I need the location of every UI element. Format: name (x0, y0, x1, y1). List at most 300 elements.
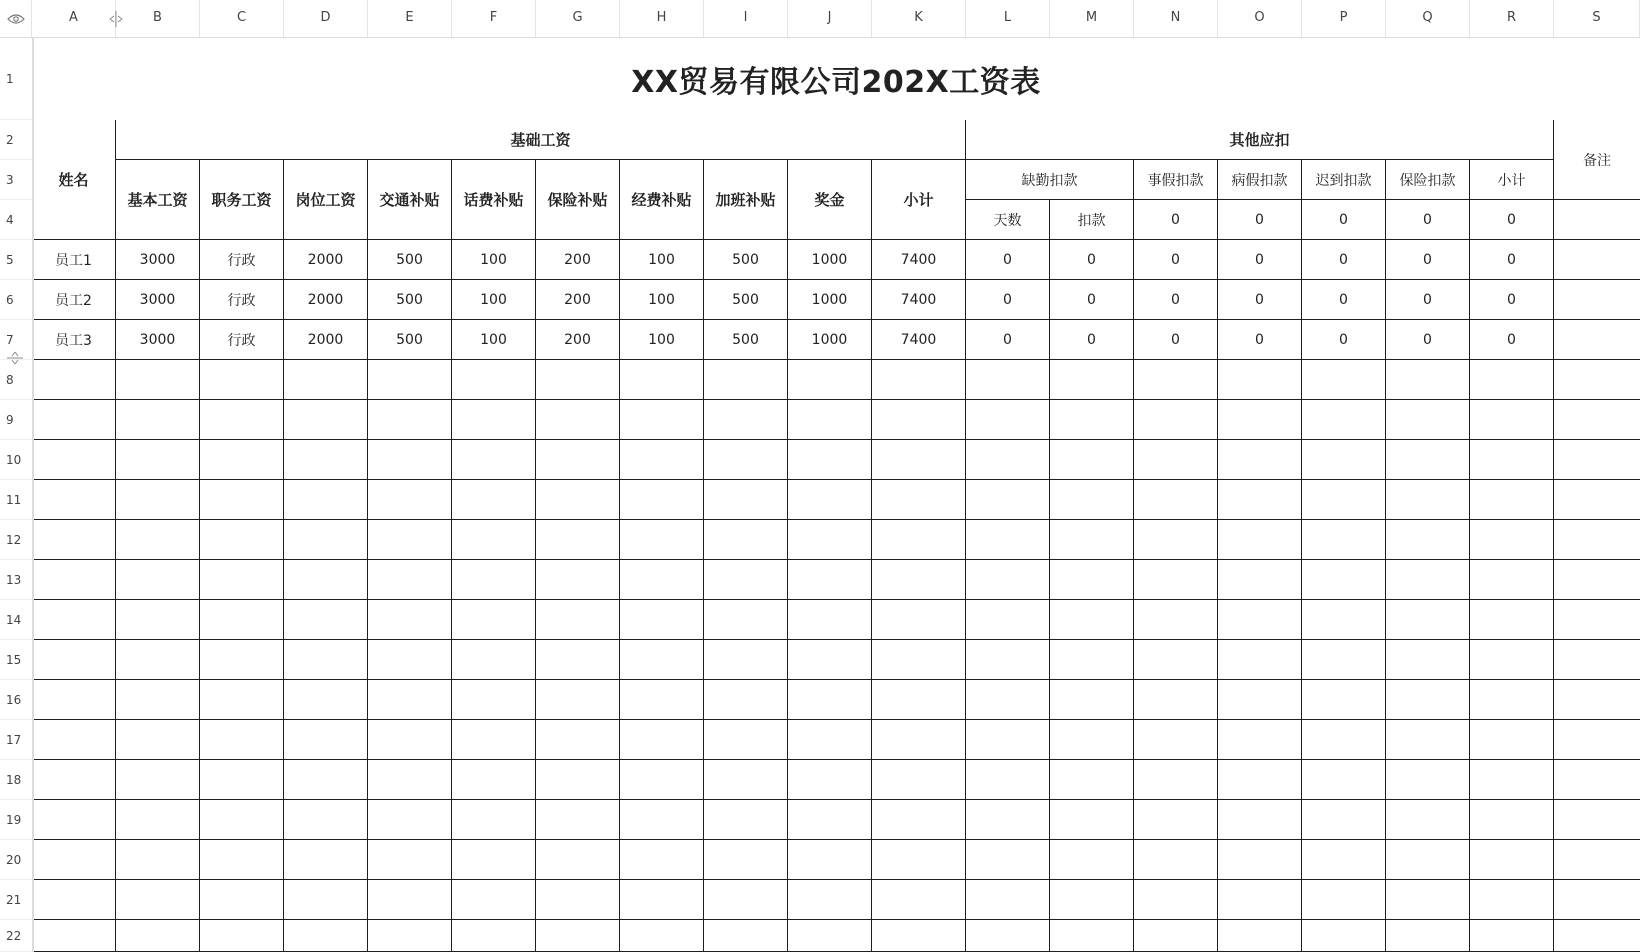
cell-empty[interactable] (1050, 400, 1134, 440)
cell-empty[interactable] (788, 520, 872, 560)
cell-empty[interactable] (704, 760, 788, 800)
cell-empty[interactable] (620, 880, 704, 920)
cell-empty[interactable] (116, 360, 200, 400)
cell-empty[interactable] (1386, 840, 1470, 880)
cell-empty[interactable] (1050, 560, 1134, 600)
cell-empty[interactable] (966, 600, 1050, 640)
cell-value[interactable]: 1000 (788, 240, 872, 280)
cell-empty[interactable] (1554, 640, 1640, 680)
column-header-j[interactable]: J (788, 0, 872, 38)
cell-empty[interactable] (966, 520, 1050, 560)
row-resize-icon[interactable] (6, 350, 24, 366)
row-header-16[interactable]: 16 (0, 680, 32, 720)
cell-empty[interactable] (966, 840, 1050, 880)
cell-empty[interactable] (284, 360, 368, 400)
column-header-b[interactable]: B (116, 0, 200, 38)
cell-value[interactable]: 0 (1134, 280, 1218, 320)
cell-empty[interactable] (1050, 360, 1134, 400)
cell-empty[interactable] (788, 880, 872, 920)
cell-empty[interactable] (284, 520, 368, 560)
cell-empty[interactable] (32, 680, 116, 720)
cell-empty[interactable] (872, 920, 966, 952)
cell-empty[interactable] (1302, 800, 1386, 840)
cell-empty[interactable] (536, 680, 620, 720)
cell-empty[interactable] (1386, 480, 1470, 520)
header-base-col[interactable]: 经费补贴 (620, 160, 704, 240)
cell-empty[interactable] (872, 760, 966, 800)
cell-empty[interactable] (1386, 400, 1470, 440)
cell-empty[interactable] (200, 360, 284, 400)
cell-empty[interactable] (1302, 840, 1386, 880)
cell-empty[interactable] (704, 680, 788, 720)
cell-empty[interactable] (966, 480, 1050, 520)
cell-value[interactable]: 0 (1218, 240, 1302, 280)
cell-empty[interactable] (200, 520, 284, 560)
cell-empty[interactable] (704, 520, 788, 560)
row-header-1[interactable]: 1 (0, 38, 32, 120)
cell-value[interactable]: 0 (1302, 240, 1386, 280)
employee-name[interactable]: 员工3 (32, 320, 116, 360)
cell-empty[interactable] (32, 800, 116, 840)
cell-empty[interactable] (788, 600, 872, 640)
cell-empty[interactable] (536, 720, 620, 760)
cell-empty[interactable] (1386, 640, 1470, 680)
cell-value[interactable]: 200 (536, 320, 620, 360)
cell-value[interactable]: 500 (368, 320, 452, 360)
cell-empty[interactable] (1134, 520, 1218, 560)
cell-value[interactable]: 500 (368, 280, 452, 320)
cell-empty[interactable] (872, 560, 966, 600)
cell-empty[interactable] (32, 560, 116, 600)
cell-empty[interactable] (1302, 760, 1386, 800)
header-base-col[interactable]: 加班补贴 (704, 160, 788, 240)
cell-empty[interactable] (452, 840, 536, 880)
header-base-col[interactable]: 岗位工资 (284, 160, 368, 240)
cell-empty[interactable] (872, 400, 966, 440)
cell-empty[interactable] (966, 400, 1050, 440)
cell-value[interactable]: 0 (966, 320, 1050, 360)
cell-empty[interactable] (704, 880, 788, 920)
column-header-e[interactable]: E (368, 0, 452, 38)
cell-value[interactable]: 行政 (200, 320, 284, 360)
cell-empty[interactable] (284, 400, 368, 440)
header-absence-sub[interactable]: 扣款 (1050, 200, 1134, 240)
cell-empty[interactable] (452, 760, 536, 800)
cell-empty[interactable] (32, 760, 116, 800)
header-absence-sub[interactable]: 天数 (966, 200, 1050, 240)
cell-empty[interactable] (1050, 720, 1134, 760)
cell-empty[interactable] (1134, 720, 1218, 760)
column-header-c[interactable]: C (200, 0, 284, 38)
header-base-salary-group[interactable]: 基础工资 (116, 120, 966, 160)
row-header-13[interactable]: 13 (0, 560, 32, 600)
row-header-19[interactable]: 19 (0, 800, 32, 840)
cell-empty[interactable] (1470, 560, 1554, 600)
cell-empty[interactable] (1302, 480, 1386, 520)
cell-empty[interactable] (620, 840, 704, 880)
employee-name[interactable]: 员工2 (32, 280, 116, 320)
cell-empty[interactable] (966, 680, 1050, 720)
cell-empty[interactable] (368, 360, 452, 400)
cell-empty[interactable] (116, 560, 200, 600)
row-header-8[interactable]: 8 (0, 360, 32, 400)
cell-value[interactable]: 3000 (116, 240, 200, 280)
cell-empty[interactable] (452, 920, 536, 952)
cell-empty[interactable] (788, 640, 872, 680)
cell-empty[interactable] (1554, 400, 1640, 440)
cell-empty[interactable] (966, 760, 1050, 800)
cell-empty[interactable] (116, 480, 200, 520)
cell-value[interactable]: 0 (1386, 280, 1470, 320)
cell-empty[interactable] (368, 400, 452, 440)
cell-empty[interactable] (620, 680, 704, 720)
cell-empty[interactable] (1134, 760, 1218, 800)
cell-value[interactable]: 500 (704, 240, 788, 280)
cell-empty[interactable] (284, 680, 368, 720)
cell-value[interactable]: 500 (368, 240, 452, 280)
column-header-p[interactable]: P (1302, 0, 1386, 38)
cell-value[interactable]: 100 (452, 280, 536, 320)
cell-empty[interactable] (32, 880, 116, 920)
cell-empty[interactable] (284, 800, 368, 840)
column-header-i[interactable]: I (704, 0, 788, 38)
row-header-21[interactable]: 21 (0, 880, 32, 920)
cell-value[interactable]: 行政 (200, 280, 284, 320)
cell-value[interactable]: 0 (1050, 240, 1134, 280)
cell-empty[interactable] (284, 560, 368, 600)
cell-empty[interactable] (200, 400, 284, 440)
cell-value[interactable]: 0 (1470, 240, 1554, 280)
cell-empty[interactable] (1134, 480, 1218, 520)
cell-empty[interactable] (536, 480, 620, 520)
cell-empty[interactable] (452, 440, 536, 480)
row-header-2[interactable]: 2 (0, 120, 32, 160)
header-deduct-col[interactable]: 病假扣款 (1218, 160, 1302, 200)
cell-empty[interactable] (1218, 680, 1302, 720)
cell-empty[interactable] (536, 360, 620, 400)
cell-empty[interactable] (704, 360, 788, 400)
cell-empty[interactable] (1554, 440, 1640, 480)
cell-empty[interactable] (1218, 480, 1302, 520)
cell-empty[interactable] (788, 800, 872, 840)
cell-empty[interactable] (1218, 880, 1302, 920)
cell-empty[interactable] (536, 920, 620, 952)
cell-empty[interactable] (200, 480, 284, 520)
cell-empty[interactable] (452, 880, 536, 920)
cell-empty[interactable] (788, 400, 872, 440)
cell-empty[interactable] (452, 400, 536, 440)
cell-empty[interactable] (452, 520, 536, 560)
cell-empty[interactable] (200, 880, 284, 920)
cell-value[interactable]: 1000 (788, 280, 872, 320)
cell-empty[interactable] (368, 680, 452, 720)
cell-empty[interactable] (1554, 240, 1640, 280)
cell-empty[interactable] (32, 600, 116, 640)
cell-value[interactable]: 1000 (788, 320, 872, 360)
employee-name[interactable]: 员工1 (32, 240, 116, 280)
cell-empty[interactable] (966, 440, 1050, 480)
cell-value[interactable]: 7400 (872, 320, 966, 360)
cell-empty[interactable] (1218, 840, 1302, 880)
cell-empty[interactable] (32, 360, 116, 400)
cell-empty[interactable] (704, 800, 788, 840)
cell-empty[interactable] (368, 520, 452, 560)
cell-empty[interactable] (1554, 880, 1640, 920)
column-header-r[interactable]: R (1470, 0, 1554, 38)
cell-empty[interactable] (116, 880, 200, 920)
cell-empty[interactable] (788, 760, 872, 800)
cell-empty[interactable] (32, 520, 116, 560)
cell-empty[interactable] (368, 440, 452, 480)
cell-empty[interactable] (32, 840, 116, 880)
cell-empty[interactable] (620, 720, 704, 760)
cell-empty[interactable] (1134, 920, 1218, 952)
cell-empty[interactable] (1134, 360, 1218, 400)
cell-empty[interactable] (788, 560, 872, 600)
cell-empty[interactable] (1554, 800, 1640, 840)
eye-icon[interactable] (7, 13, 25, 25)
cell-empty[interactable] (32, 920, 116, 952)
cell-empty[interactable] (1302, 680, 1386, 720)
cell-empty[interactable] (368, 480, 452, 520)
cell-empty[interactable] (788, 360, 872, 400)
cell-empty[interactable] (1218, 400, 1302, 440)
cell-empty[interactable] (1554, 280, 1640, 320)
cell-value[interactable]: 行政 (200, 240, 284, 280)
column-header-l[interactable]: L (966, 0, 1050, 38)
column-header-f[interactable]: F (452, 0, 536, 38)
row-header-11[interactable]: 11 (0, 480, 32, 520)
cell-empty[interactable] (1470, 880, 1554, 920)
cell-empty[interactable] (704, 480, 788, 520)
cell-value[interactable]: 0 (1470, 320, 1554, 360)
cell-empty[interactable] (368, 760, 452, 800)
header-base-col[interactable]: 奖金 (788, 160, 872, 240)
cell-empty[interactable] (452, 640, 536, 680)
cell-empty[interactable] (1302, 400, 1386, 440)
cell-empty[interactable] (966, 640, 1050, 680)
cell-empty[interactable] (872, 880, 966, 920)
cell-empty[interactable] (1218, 760, 1302, 800)
header-base-col[interactable]: 小计 (872, 160, 966, 240)
cell-empty[interactable] (966, 800, 1050, 840)
cell-empty[interactable] (872, 840, 966, 880)
cell-empty[interactable] (116, 520, 200, 560)
row-header-3[interactable]: 3 (0, 160, 32, 200)
cell-empty[interactable] (620, 640, 704, 680)
row-header-20[interactable]: 20 (0, 840, 32, 880)
cell-empty[interactable] (872, 800, 966, 840)
cell-value[interactable]: 2000 (284, 320, 368, 360)
cell-empty[interactable] (200, 840, 284, 880)
cell-empty[interactable] (1470, 400, 1554, 440)
cell-empty[interactable] (1470, 800, 1554, 840)
cell-empty[interactable] (1554, 600, 1640, 640)
column-header-n[interactable]: N (1134, 0, 1218, 38)
cell-empty[interactable] (116, 920, 200, 952)
cell-empty[interactable] (1470, 440, 1554, 480)
cell-empty[interactable] (1218, 800, 1302, 840)
header-base-col[interactable]: 保险补贴 (536, 160, 620, 240)
cell-empty[interactable] (1302, 920, 1386, 952)
cell-empty[interactable] (620, 600, 704, 640)
cell-empty[interactable] (284, 440, 368, 480)
cell-empty[interactable] (536, 440, 620, 480)
cell-value[interactable]: 0 (1134, 320, 1218, 360)
row-header-18[interactable]: 18 (0, 760, 32, 800)
cell-empty[interactable] (284, 880, 368, 920)
header-deduct-col[interactable]: 迟到扣款 (1302, 160, 1386, 200)
cell-value[interactable]: 0 (1386, 240, 1470, 280)
cell-value[interactable]: 7400 (872, 240, 966, 280)
cell-empty[interactable] (872, 640, 966, 680)
cell-empty[interactable] (1386, 360, 1470, 400)
row-header-6[interactable]: 6 (0, 280, 32, 320)
cell-empty[interactable] (704, 440, 788, 480)
cell-empty[interactable] (620, 440, 704, 480)
header-base-col[interactable]: 话费补贴 (452, 160, 536, 240)
header-deduct-col[interactable]: 事假扣款 (1134, 160, 1218, 200)
cell-empty[interactable] (1386, 800, 1470, 840)
cell-empty[interactable] (1302, 880, 1386, 920)
cell-empty[interactable] (966, 560, 1050, 600)
cell-empty[interactable] (788, 680, 872, 720)
cell-empty[interactable] (872, 480, 966, 520)
cell-value[interactable]: 3000 (116, 280, 200, 320)
cell-empty[interactable] (1386, 720, 1470, 760)
cell-empty[interactable] (872, 440, 966, 480)
cell-empty[interactable] (452, 360, 536, 400)
cell-empty[interactable] (1134, 880, 1218, 920)
cell-empty[interactable] (536, 760, 620, 800)
row-header-15[interactable]: 15 (0, 640, 32, 680)
cell-empty[interactable] (284, 640, 368, 680)
cell-value[interactable]: 0 (1218, 320, 1302, 360)
cell-value[interactable]: 0 (1302, 320, 1386, 360)
cell-empty[interactable] (536, 400, 620, 440)
cell-empty[interactable] (1302, 360, 1386, 400)
header-deduct-col[interactable]: 保险扣款 (1386, 160, 1470, 200)
column-header-k[interactable]: K (872, 0, 966, 38)
cell-empty[interactable] (1470, 920, 1554, 952)
cell-empty[interactable] (788, 920, 872, 952)
cell-empty[interactable] (704, 560, 788, 600)
cell-empty[interactable] (536, 560, 620, 600)
cell-empty[interactable] (1218, 360, 1302, 400)
cell-empty[interactable] (1218, 920, 1302, 952)
cell-empty[interactable] (368, 840, 452, 880)
cell-empty[interactable] (966, 720, 1050, 760)
cell-empty[interactable] (200, 760, 284, 800)
cell-empty[interactable] (200, 640, 284, 680)
cell-value[interactable]: 0 (1470, 280, 1554, 320)
cell-value[interactable]: 0 (1050, 280, 1134, 320)
cell-empty[interactable] (1470, 520, 1554, 560)
cell-empty[interactable] (452, 720, 536, 760)
cell-empty[interactable] (1386, 440, 1470, 480)
column-header-m[interactable]: M (1050, 0, 1134, 38)
cell-empty[interactable] (1554, 520, 1640, 560)
cell-empty[interactable] (1386, 560, 1470, 600)
cell-empty[interactable] (872, 520, 966, 560)
cell-value[interactable]: 200 (536, 240, 620, 280)
cell-value[interactable]: 0 (1470, 200, 1554, 240)
cell-empty[interactable] (1050, 520, 1134, 560)
cell-empty[interactable] (1470, 600, 1554, 640)
cell-empty[interactable] (1302, 560, 1386, 600)
cell-value[interactable]: 0 (966, 240, 1050, 280)
cell-empty[interactable] (1554, 680, 1640, 720)
cell-empty[interactable] (116, 720, 200, 760)
cell-empty[interactable] (1302, 600, 1386, 640)
header-other-deductions-group[interactable]: 其他应扣 (966, 120, 1554, 160)
cell-empty[interactable] (284, 840, 368, 880)
cell-value[interactable]: 500 (704, 320, 788, 360)
cell-value[interactable]: 0 (1050, 320, 1134, 360)
select-all-corner[interactable] (0, 0, 32, 38)
cell-empty[interactable] (1050, 760, 1134, 800)
cell-empty[interactable] (200, 720, 284, 760)
row-header-22[interactable]: 22 (0, 920, 32, 952)
cell-value[interactable]: 0 (1134, 200, 1218, 240)
cell-empty[interactable] (1134, 440, 1218, 480)
cell-empty[interactable] (620, 760, 704, 800)
row-header-4[interactable]: 4 (0, 200, 32, 240)
cell-value[interactable]: 7400 (872, 280, 966, 320)
cell-empty[interactable] (872, 680, 966, 720)
cell-empty[interactable] (1050, 640, 1134, 680)
cell-empty[interactable] (32, 480, 116, 520)
cell-empty[interactable] (1050, 920, 1134, 952)
cell-empty[interactable] (1134, 600, 1218, 640)
cell-value[interactable]: 0 (1302, 280, 1386, 320)
cell-empty[interactable] (1218, 560, 1302, 600)
cell-value[interactable]: 0 (1302, 200, 1386, 240)
cell-value[interactable]: 500 (704, 280, 788, 320)
cell-empty[interactable] (116, 680, 200, 720)
cell-empty[interactable] (1302, 520, 1386, 560)
cell-empty[interactable] (1218, 440, 1302, 480)
cell-value[interactable]: 100 (620, 280, 704, 320)
cell-empty[interactable] (704, 600, 788, 640)
column-resize-icon[interactable] (108, 10, 124, 28)
cell-empty[interactable] (1134, 800, 1218, 840)
row-header-14[interactable]: 14 (0, 600, 32, 640)
cell-empty[interactable] (872, 720, 966, 760)
cell-empty[interactable] (200, 920, 284, 952)
cell-empty[interactable] (1302, 640, 1386, 680)
cell-empty[interactable] (1470, 720, 1554, 760)
cell-empty[interactable] (620, 560, 704, 600)
cell-empty[interactable] (1134, 840, 1218, 880)
cell-empty[interactable] (1470, 640, 1554, 680)
cell-empty[interactable] (1302, 720, 1386, 760)
cell-empty[interactable] (620, 480, 704, 520)
cell-empty[interactable] (704, 840, 788, 880)
cell-empty[interactable] (788, 840, 872, 880)
cell-empty[interactable] (1470, 760, 1554, 800)
cell-empty[interactable] (116, 800, 200, 840)
cell-empty[interactable] (1554, 480, 1640, 520)
column-header-q[interactable]: Q (1386, 0, 1470, 38)
cell-empty[interactable] (1134, 400, 1218, 440)
cell-empty[interactable] (620, 520, 704, 560)
cell-empty[interactable] (620, 360, 704, 400)
cell-value[interactable]: 0 (1218, 200, 1302, 240)
cell-empty[interactable] (452, 800, 536, 840)
cell-empty[interactable] (200, 800, 284, 840)
cell-empty[interactable] (368, 560, 452, 600)
